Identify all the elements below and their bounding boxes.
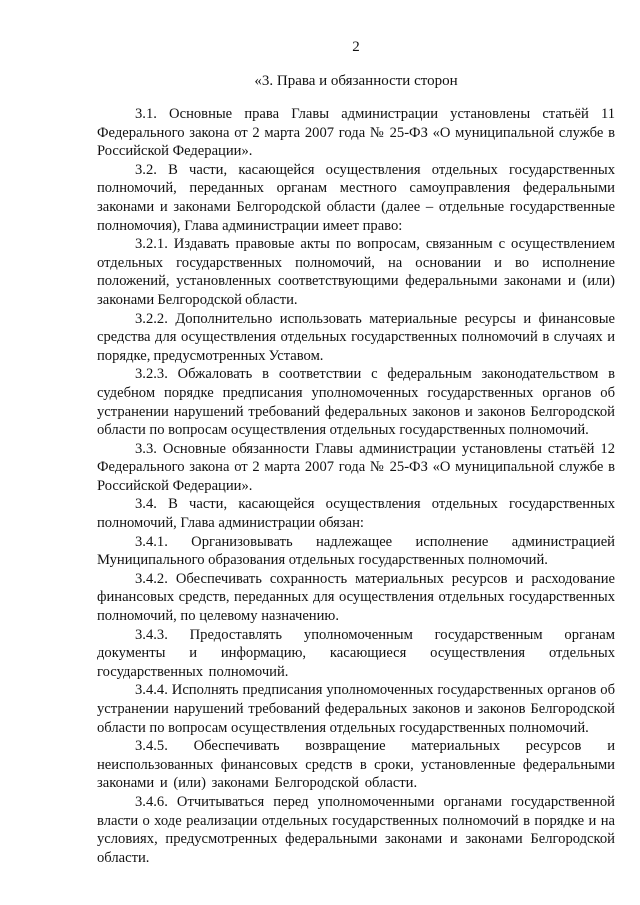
page-number: 2 — [352, 39, 360, 55]
paragraph-3-2: 3.2. В части, касающейся осуществления отдельных государственных полномочий, переданных органам местного самоуправления федеральными законами и законами Белгородской области (далее – отдельные государственные полномочия), Глава администрации имеет право: — [97, 161, 615, 234]
paragraph-3-2-2: 3.2.2. Дополнительно использовать материальные ресурсы и финансовые средства для осуществления отдельных государственных полномочий в случаях и порядке, предусмотренных Уставом. — [97, 310, 615, 364]
document-page — [97, 0, 615, 905]
paragraph-3-4-2: 3.4.2. Обеспечивать сохранность материальных ресурсов и расходование финансовых средств, переданных для осуществления отдельных государственных полномочий, по целевому назначению. — [97, 570, 615, 625]
document-body — [97, 105, 615, 867]
paragraph-3-4-4: 3.4.4. Исполнять предписания уполномоченных государственных органов об устранении нарушений требований федеральных законов и законов Белгородской области по вопросам осуществления отдельных государственных полномочий. — [97, 682, 615, 736]
paragraph-3-4-6: 3.4.6. Отчитываться перед уполномоченными органами государственной власти о ходе реализации отдельных государственных полномочий в порядке и на условиях, предусмотренных федеральными законами и законами Белгородской области. — [97, 793, 615, 866]
paragraph-3-3: 3.3. Основные обязанности Главы администрации установлены статьёй 12 Федерального закона от 2 марта 2007 года № 25-ФЗ «О муниципальной службе в Российской Федерации». — [97, 440, 615, 494]
paragraph-3-1: 3.1. Основные права Главы администрации установлены статьёй 11 Федерального закона от 2 марта 2007 года № 25-ФЗ «О муниципальной службе в Российской Федерации». — [97, 106, 615, 160]
paragraph-3-4-5: 3.4.5. Обеспечивать возвращение материальных ресурсов и неиспользованных финансовых средств в сроки, установленные федеральными законами и (или) законами Белгородской области. — [97, 738, 615, 792]
section-title: «3. Права и обязанности сторон — [254, 73, 458, 89]
paragraph-3-4-3: 3.4.3. Предоставлять уполномоченным государственным органам документы и информацию, касающиеся осуществления отдельных государственных полномочий. — [97, 626, 615, 680]
paragraph-3-2-1: 3.2.1. Издавать правовые акты по вопросам, связанным с осуществлением отдельных государственных полномочий, на основании и во исполнение положений, установленных соответствующими федеральными законами и (или) законами Белгородской области. — [97, 236, 615, 308]
paragraph-3-2-3: 3.2.3. Обжаловать в соответствии с федеральным законодательством в судебном порядке предписания уполномоченных государственных органов об устранении нарушений требований федеральных законов и законов Белгородской области по вопросам осуществления отдельных государственных полномочий. — [97, 366, 615, 439]
paragraph-3-4: 3.4. В части, касающейся осуществления отдельных государственных полномочий, Глава администрации обязан: — [97, 496, 615, 532]
paragraph-3-4-1: 3.4.1. Организовывать надлежащее исполнение администрацией Муниципального образования отдельных государственных полномочий. — [97, 533, 615, 569]
